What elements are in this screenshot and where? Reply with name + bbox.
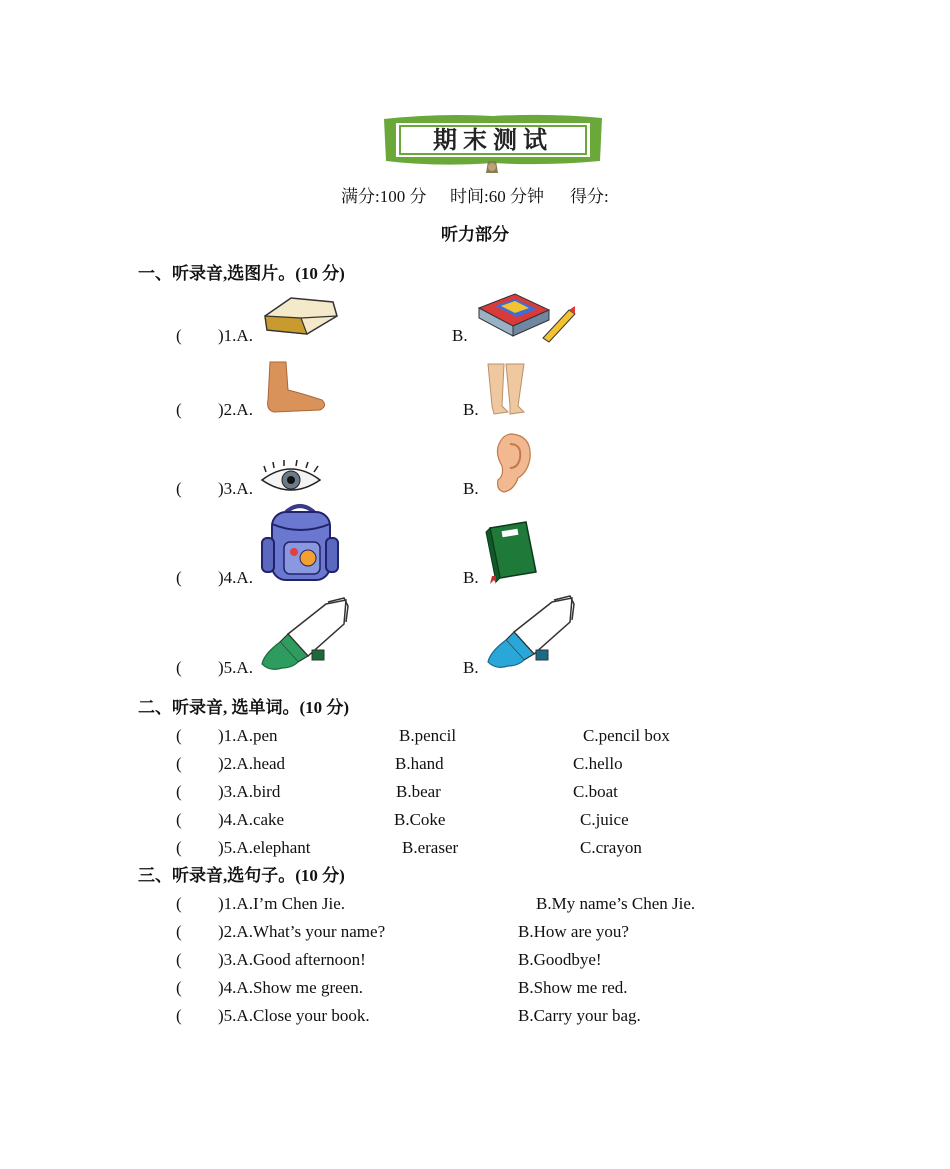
s2-row5-b: B.eraser bbox=[402, 838, 459, 857]
score-full-marks: 满分:100 分 bbox=[341, 187, 427, 206]
s2-row3-b: B.bear bbox=[396, 782, 441, 801]
foot-icon bbox=[264, 360, 328, 414]
legs-icon bbox=[484, 362, 528, 416]
s2-row3-a: )3.A.bird bbox=[218, 782, 281, 801]
s3-row5-b: B.Carry your bag. bbox=[518, 1006, 641, 1025]
s2-row4-paren: ( bbox=[176, 810, 182, 829]
s2-row1-c: C.pencil box bbox=[583, 726, 670, 745]
s3-row2-a: )2.A.What’s your name? bbox=[218, 922, 386, 941]
s1-row1-num: )1.A. bbox=[218, 326, 253, 345]
s2-row1-paren: ( bbox=[176, 726, 182, 745]
s3-row1-paren: ( bbox=[176, 894, 182, 913]
score-got: 得分: bbox=[570, 187, 609, 206]
s1-row3-b: B. bbox=[463, 479, 479, 498]
s3-row1-a: )1.A.I’m Chen Jie. bbox=[218, 894, 346, 913]
banner-title: 期末测试 bbox=[433, 126, 553, 154]
eye-icon bbox=[260, 462, 322, 496]
s3-row1-b: B.My name’s Chen Jie. bbox=[536, 894, 696, 913]
s3-row4-paren: ( bbox=[176, 978, 182, 997]
s1-row3-paren: ( bbox=[176, 479, 182, 498]
s2-row2-paren: ( bbox=[176, 754, 182, 773]
s1-row5-num: )5.A. bbox=[218, 658, 253, 677]
s3-row5-paren: ( bbox=[176, 1006, 182, 1025]
score-time: 时间:60 分钟 bbox=[450, 187, 544, 206]
s2-row3-c: C.boat bbox=[573, 782, 618, 801]
s1-row3-num: )3.A. bbox=[218, 479, 253, 498]
s1-row5-b: B. bbox=[463, 658, 479, 677]
s2-row1-b: B.pencil bbox=[399, 726, 457, 745]
s2-row5-paren: ( bbox=[176, 838, 182, 857]
s1-row4-b: B. bbox=[463, 568, 479, 587]
eraser-icon bbox=[261, 292, 339, 338]
s2-row5-a: )5.A.elephant bbox=[218, 838, 311, 857]
part-heading: 听力部分 bbox=[441, 225, 509, 244]
s2-row4-a: )4.A.cake bbox=[218, 810, 285, 829]
green-paint-icon bbox=[258, 596, 354, 676]
bag-icon bbox=[260, 502, 338, 584]
s3-row4-b: B.Show me red. bbox=[518, 978, 628, 997]
s3-row2-paren: ( bbox=[176, 922, 182, 941]
s2-row3-paren: ( bbox=[176, 782, 182, 801]
ear-icon bbox=[490, 432, 534, 494]
s2-row4-c: C.juice bbox=[580, 810, 629, 829]
title-banner bbox=[380, 111, 606, 175]
s2-row2-b: B.hand bbox=[395, 754, 444, 773]
section3-heading: 三、听录音,选句子。(10 分) bbox=[138, 866, 345, 885]
book-icon bbox=[484, 520, 538, 584]
pencil-box-icon bbox=[477, 292, 579, 342]
s2-row2-c: C.hello bbox=[573, 754, 623, 773]
s1-row4-paren: ( bbox=[176, 568, 182, 587]
s3-row3-b: B.Goodbye! bbox=[518, 950, 602, 969]
section2-heading: 二、听录音, 选单词。(10 分) bbox=[138, 698, 350, 717]
s2-row4-b: B.Coke bbox=[394, 810, 446, 829]
s1-row2-b: B. bbox=[463, 400, 479, 419]
s3-row4-a: )4.A.Show me green. bbox=[218, 978, 363, 997]
s1-row4-num: )4.A. bbox=[218, 568, 253, 587]
s1-row5-paren: ( bbox=[176, 658, 182, 677]
s2-row1-a: )1.A.pen bbox=[218, 726, 278, 745]
s3-row2-b: B.How are you? bbox=[518, 922, 629, 941]
s3-row3-a: )3.A.Good afternoon! bbox=[218, 950, 366, 969]
blue-paint-icon bbox=[484, 594, 580, 674]
s1-row1-b: B. bbox=[452, 326, 468, 345]
s3-row3-paren: ( bbox=[176, 950, 182, 969]
s3-row5-a: )5.A.Close your book. bbox=[218, 1006, 370, 1025]
s1-row2-num: )2.A. bbox=[218, 400, 253, 419]
s2-row2-a: )2.A.head bbox=[218, 754, 286, 773]
s1-row2-paren: ( bbox=[176, 400, 182, 419]
section1-heading: 一、听录音,选图片。(10 分) bbox=[138, 264, 345, 283]
s1-row1-paren: ( bbox=[176, 326, 182, 345]
s2-row5-c: C.crayon bbox=[580, 838, 642, 857]
